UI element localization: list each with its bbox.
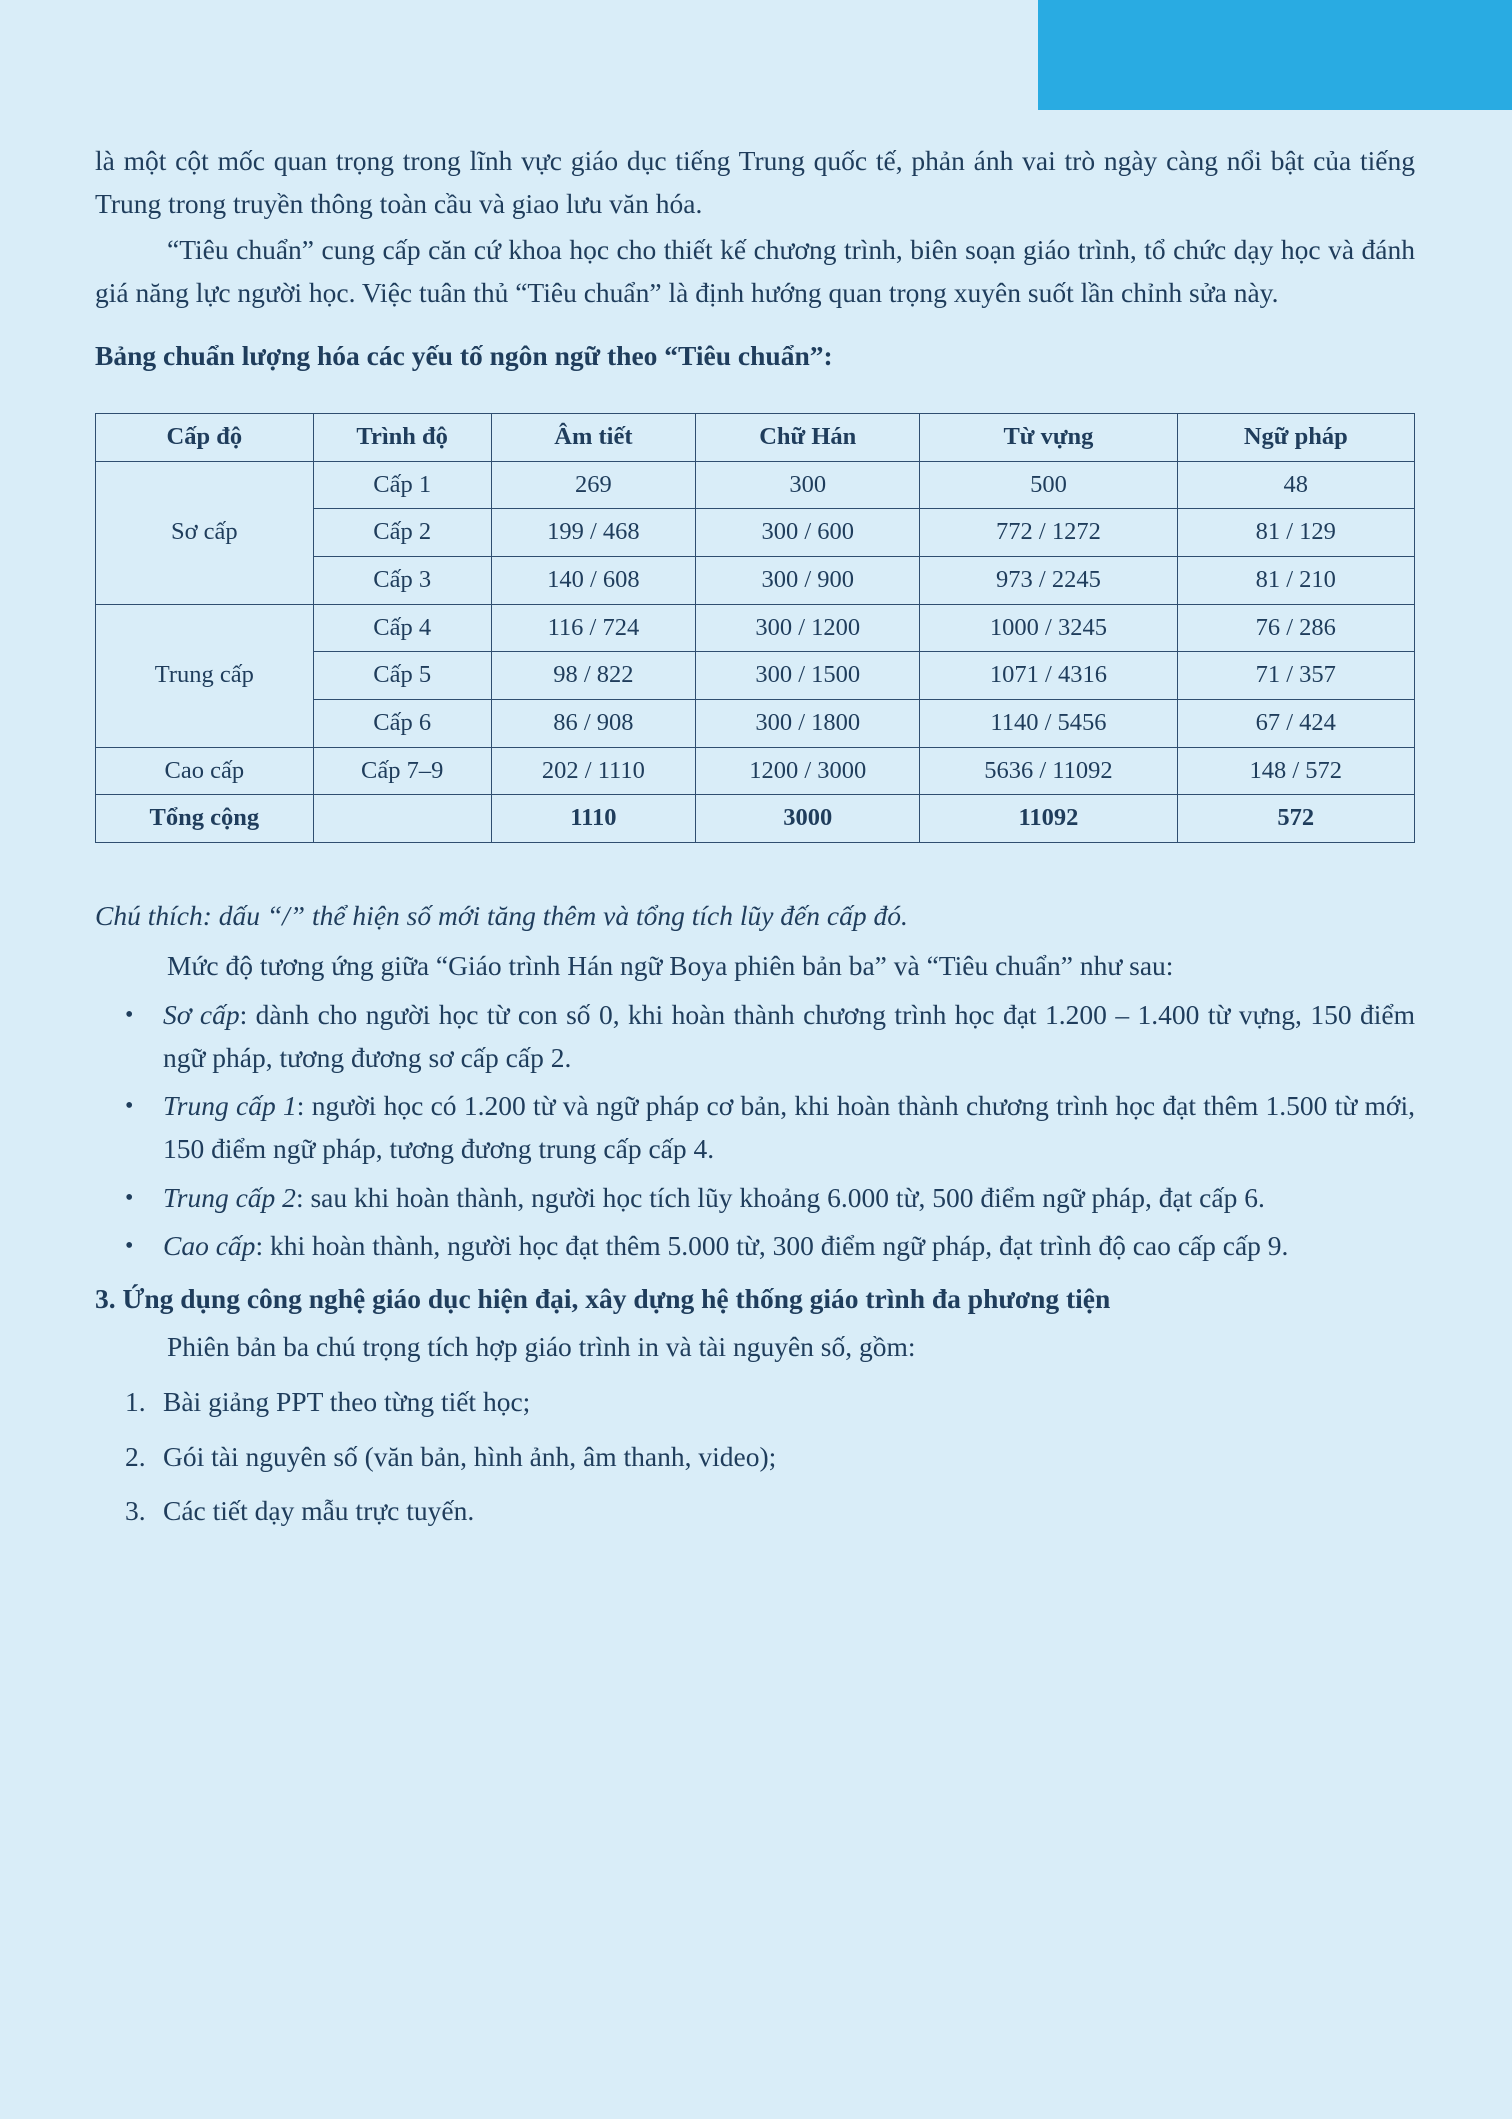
bullet-lead: Sơ cấp [163,999,240,1030]
table-cell: 48 [1177,461,1414,509]
table-cell: 1071 / 4316 [920,652,1177,700]
item-number: 1. [125,1386,146,1417]
table-cell: 202 / 1110 [491,747,695,795]
table-cell: 1140 / 5456 [920,699,1177,747]
level-cell: Cao cấp [96,747,314,795]
table-cell: 300 / 600 [696,509,920,557]
correspondence-intro: Mức độ tương ứng giữa “Giáo trình Hán ngữ Boya phiên bản ba” và “Tiêu chuẩn” như sau: [167,950,1174,982]
table-header-row [96,414,1415,462]
table-cell: 1200 / 3000 [696,747,920,795]
total-label-cell: Tổng cộng [96,795,314,843]
table-cell: 300 / 900 [696,557,920,605]
grade-cell: Cấp 7–9 [313,747,491,795]
paragraph-standard: “Tiêu chuẩn” cung cấp căn cứ khoa học cho thiết kế chương trình, biên soạn giáo trình, tổ chức dạy học và đánh giá năng lực người học. Việc tuân thủ “Tiêu chuẩn” là định hướng quan trọng xuyên suốt lần chỉnh sửa này. [95,234,1415,308]
table-cell: 300 / 1500 [696,652,920,700]
table-cell: 199 / 468 [491,509,695,557]
total-cell: 3000 [696,795,920,843]
bullet-text: : sau khi hoàn thành, người học tích lũy khoảng 6.000 từ, 500 điểm ngữ pháp, đạt cấp 6. [295,1181,1265,1213]
column-header-chuhan: Chữ Hán [696,414,920,462]
table-cell: 300 / 1800 [696,699,920,747]
table-title: Bảng chuẩn lượng hóa các yếu tố ngôn ngữ theo “Tiêu chuẩn”: [95,339,833,371]
table-cell: 98 / 822 [491,652,695,700]
corner-accent-bar [1038,0,1512,110]
bullet-item [95,1177,1415,1220]
grade-cell: Cấp 1 [313,461,491,509]
table-row [96,461,1415,509]
column-header-nguphap: Ngữ pháp [1177,414,1414,462]
table-cell: 5636 / 11092 [920,747,1177,795]
item-text: Bài giảng PPT theo từng tiết học; [163,1386,531,1417]
bullet-item [95,1085,1415,1170]
table-cell: 71 / 357 [1177,652,1414,700]
bullet-item [95,1225,1415,1268]
bullet-lead: Trung cấp 1 [163,1090,297,1122]
section-3-intro: Phiên bản ba chú trọng tích hợp giáo trình in và tài nguyên số, gồm: [167,1331,916,1363]
item-text: Gói tài nguyên số (văn bản, hình ảnh, âm thanh, video); [163,1440,777,1472]
item-text: Các tiết dạy mẫu trực tuyến. [163,1495,475,1527]
standards-table [95,413,1415,843]
bullet-text: : dành cho người học từ con số 0, khi hoàn thành chương trình học đạt 1.200 – 1.400 từ vựng, 150 điểm ngữ pháp, tương đương sơ cấp cấp 2. [163,999,1415,1073]
table-cell: 86 / 908 [491,699,695,747]
table-cell: 148 / 572 [1177,747,1414,795]
total-cell: 11092 [920,795,1177,843]
table-cell: 81 / 210 [1177,557,1414,605]
table-total-row [96,795,1415,843]
table-cell: 772 / 1272 [920,509,1177,557]
table-row [96,604,1415,652]
section-3-heading: 3. Ứng dụng công nghệ giáo dục hiện đại, xây dựng hệ thống giáo trình đa phương tiện [95,1282,1111,1314]
bullet-icon: • [125,1233,134,1260]
bullet-icon: • [125,1002,134,1028]
grade-cell: Cấp 5 [313,652,491,700]
item-number: 2. [125,1440,146,1472]
bullet-item [95,994,1415,1079]
table-cell: 300 [696,461,920,509]
bullet-icon: • [125,1093,134,1120]
grade-cell: Cấp 3 [313,557,491,605]
table-cell: 140 / 608 [491,557,695,605]
table-cell: 300 / 1200 [696,604,920,652]
bullet-lead: Cao cấp [163,1230,256,1262]
column-header-trinhdo: Trình độ [313,414,491,462]
bullet-icon: • [125,1184,134,1211]
column-header-amtiet: Âm tiết [491,414,695,462]
total-cell: 572 [1177,795,1414,843]
table-cell: 973 / 2245 [920,557,1177,605]
grade-cell: Cấp 2 [313,509,491,557]
item-number: 3. [125,1495,146,1527]
table-cell: 500 [920,461,1177,509]
table-cell: 67 / 424 [1177,699,1414,747]
bullet-text: : người học có 1.200 từ và ngữ pháp cơ bản, khi hoàn thành chương trình học đạt thêm 1.500 từ mới, 150 điểm ngữ pháp, tương đương trung cấp cấp 4. [163,1090,1415,1164]
column-header-capdo: Cấp độ [96,414,314,462]
column-header-tuvung: Từ vựng [920,414,1177,462]
table-cell: 76 / 286 [1177,604,1414,652]
table-footnote: Chú thích: dấu “/” thể hiện số mới tăng thêm và tổng tích lũy đến cấp đó. [95,899,908,931]
grade-cell: Cấp 6 [313,699,491,747]
table-cell: 269 [491,461,695,509]
numbered-item [95,1381,1415,1424]
table-cell: 1000 / 3245 [920,604,1177,652]
table-row [96,747,1415,795]
paragraph-continuation: là một cột mốc quan trọng trong lĩnh vực giáo dục tiếng Trung quốc tế, phản ánh vai trò ngày càng nổi bật của tiếng Trung trong truyền thông toàn cầu và giao lưu văn hóa. [95,145,1415,219]
numbered-item [95,1436,1415,1479]
bullet-lead: Trung cấp 2 [163,1181,296,1213]
grade-cell: Cấp 4 [313,604,491,652]
empty-cell [313,795,491,843]
numbered-item [95,1490,1415,1533]
total-cell: 1110 [491,795,695,843]
level-cell: Sơ cấp [96,461,314,604]
bullet-text: : khi hoàn thành, người học đạt thêm 5.000 từ, 300 điểm ngữ pháp, đạt trình độ cao cấp cấp 9. [255,1230,1289,1262]
table-cell: 81 / 129 [1177,509,1414,557]
page-content [95,140,1415,1533]
table-cell: 116 / 724 [491,604,695,652]
level-cell: Trung cấp [96,604,314,747]
